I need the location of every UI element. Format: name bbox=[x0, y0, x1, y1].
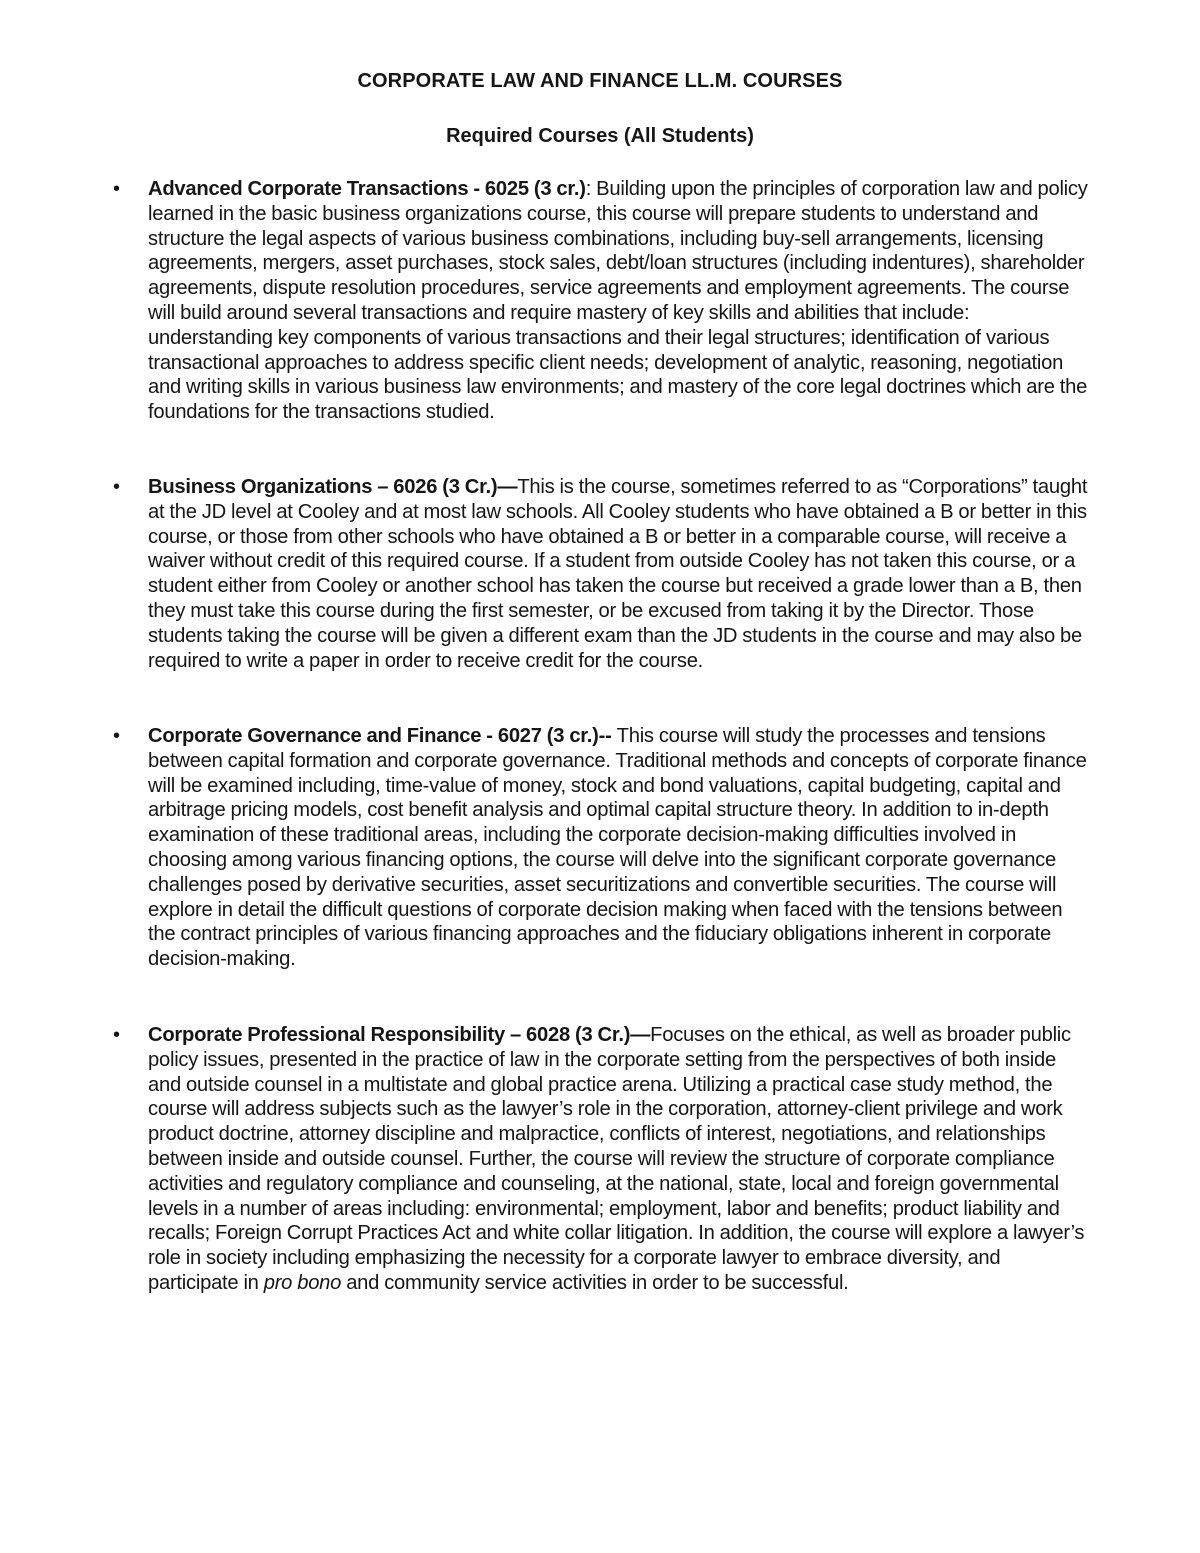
course-text bbox=[148, 177, 1088, 425]
course-separator: : bbox=[585, 178, 597, 200]
course-separator: — bbox=[630, 1024, 651, 1046]
course-description: Focuses on the ethical, as well as broader public policy issues, presented in the practice of law in the corporate setting from the perspectives of both inside and outside counsel in a multistate and global practice arena. Utilizing a practical case study method, the course will address subjects such as the lawyer’s role in the corporation, attorney-client privilege and work product doctrine, attorney discipline and malpractice, conflicts of interest, negotiations, and relationships between inside and outside counsel. Further, the course will review the structure of corporate compliance activities and regulatory compliance and counseling, at the national, state, local and foreign governmental levels in a number of areas including: environmental; employment, labor and benefits; product liability and recalls; Foreign Corrupt Practices Act and white collar litigation. In addition, the course will explore a lawyer’s role in society including emphasizing the necessity for a corporate lawyer to embrace diversity, and participate in bbox=[148, 1024, 1085, 1294]
course-heading: Corporate Governance and Finance - 6027 (3 cr.) bbox=[148, 725, 599, 747]
bullet-icon: • bbox=[113, 178, 121, 200]
course-text bbox=[148, 1023, 1088, 1296]
course-heading: Corporate Professional Responsibility – 6028 (3 Cr.) bbox=[148, 1024, 631, 1046]
course-description: Building upon the principles of corporation law and policy learned in the basic business organizations course, this course will prepare students to understand and structure the legal aspects of various business combinations, including buy-sell arrangements, licensing agreements, mergers, asset purchases, stock sales, debt/loan structures (including indentures), shareholder agreements, dispute resolution procedures, service agreements and employment agreements. The course will build around several transactions and require mastery of key skills and abilities that include: understanding key components of various transactions and their legal structures; identification of various transactional approaches to address specific client needs; development of analytic, reasoning, negotiation and writing skills in various business law environments; and mastery of the core legal doctrines which are the foundations for the transactions studied. bbox=[148, 178, 1088, 424]
course-text bbox=[148, 475, 1088, 673]
course-description: This is the course, sometimes referred to as “Corporations” taught at the JD level at Cooley and at most law schools. All Cooley students who have obtained a B or better in this course, or those from other schools who have obtained a B or better in a comparable course, will receive a waiver without credit of this required course. If a student from outside Cooley has not taken this course, or a student either from Cooley or another school has taken the course but received a grade lower than a B, then they must take this course during the first semester, or be excused from taking it by the Director. Those students taking the course will be given a different exam than the JD students in the course and may also be required to write a paper in order to receive credit for the course. bbox=[148, 476, 1088, 672]
bullet-icon: • bbox=[113, 1024, 121, 1046]
course-description-italic: pro bono bbox=[263, 1271, 342, 1294]
course-text bbox=[148, 724, 1088, 972]
course-description-end: and community service activities in order to be successful. bbox=[341, 1271, 849, 1294]
bullet-icon: • bbox=[113, 476, 121, 498]
course-heading: Business Organizations – 6026 (3 Cr.) bbox=[148, 476, 498, 498]
course-description: This course will study the processes and tensions between capital formation and corporate governance. Traditional methods and concepts of corporate finance will be examined including, time-value of money, stock and bond valuations, capital budgeting, capital and arbitrage pricing models, cost benefit analysis and optimal capital structure theory. In addition to in-depth examination of these traditional areas, including the corporate decision-making difficulties involved in choosing among various financing options, the course will delve into the significant corporate governance challenges posed by derivative securities, asset securitizations and convertible securities. The course will explore in detail the difficult questions of corporate decision making when faced with the tensions between the contract principles of various financing approaches and the fiduciary obligations inherent in corporate decision-making. bbox=[148, 725, 1087, 971]
bullet-icon: • bbox=[113, 725, 121, 747]
page-title: CORPORATE LAW AND FINANCE LL.M. COURSES bbox=[357, 70, 843, 92]
section-heading: Required Courses (All Students) bbox=[446, 125, 754, 147]
course-separator: -- bbox=[598, 725, 617, 747]
course-separator: — bbox=[497, 476, 518, 498]
course-heading: Advanced Corporate Transactions - 6025 (3 cr.) bbox=[148, 178, 586, 200]
